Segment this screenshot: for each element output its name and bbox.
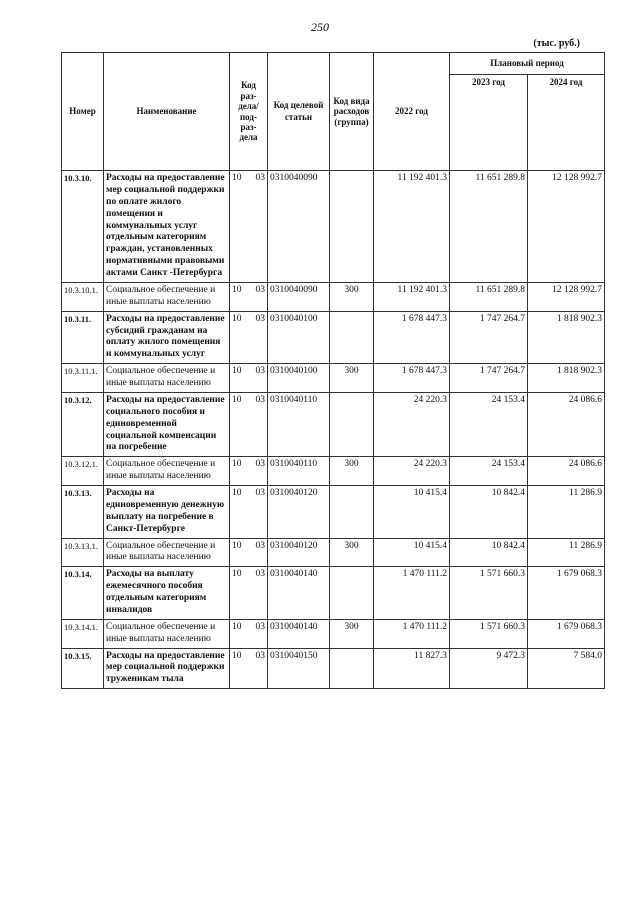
row-expense-type-cell bbox=[330, 567, 374, 620]
subsection-code: 03 bbox=[255, 569, 265, 580]
row-2024-cell: 11 286.9 bbox=[528, 538, 605, 567]
row-2022-cell: 1 470 111.2 bbox=[374, 567, 450, 620]
row-name-cell: Социальное обеспечение и иные выплаты населению bbox=[104, 364, 230, 393]
header-target-code: Код целевой статьи bbox=[268, 53, 330, 171]
subsection-code: 03 bbox=[255, 173, 265, 183]
units-label: (тыс. руб.) bbox=[533, 38, 580, 49]
row-number-cell: 10.3.11.1. bbox=[62, 364, 104, 393]
row-2023-cell: 1 571 660.3 bbox=[450, 567, 528, 620]
row-2024-cell: 11 286.9 bbox=[528, 486, 605, 539]
row-number-cell: 10.3.12.1. bbox=[62, 457, 104, 486]
row-target-cell: 0310040100 bbox=[268, 364, 330, 393]
row-2023-cell: 24 153.4 bbox=[450, 392, 528, 456]
table-row bbox=[62, 486, 605, 539]
row-expense-type-cell: 300 bbox=[330, 619, 374, 648]
row-2023-cell: 11 651 289.8 bbox=[450, 171, 528, 283]
header-year-2024: 2024 год bbox=[528, 75, 605, 171]
row-2024-cell: 12 128 992.7 bbox=[528, 282, 605, 311]
row-section-cell bbox=[230, 567, 268, 620]
row-section-cell bbox=[230, 364, 268, 393]
row-2024-cell: 1 679 068.3 bbox=[528, 567, 605, 620]
row-2024-cell: 1 818 902.3 bbox=[528, 311, 605, 364]
subsection-code: 03 bbox=[255, 313, 265, 324]
table-row bbox=[62, 311, 605, 364]
row-2022-cell: 1 678 447.3 bbox=[374, 311, 450, 364]
subsection-code: 03 bbox=[255, 650, 265, 661]
page-number: 250 bbox=[311, 20, 329, 34]
subsection-code: 03 bbox=[255, 394, 265, 405]
row-2024-cell: 24 086.6 bbox=[528, 457, 605, 486]
row-2022-cell: 24 220.3 bbox=[374, 457, 450, 486]
row-number-cell: 10.3.13. bbox=[62, 486, 104, 539]
header-planning-period: Плановый период bbox=[450, 53, 605, 75]
header-number: Номер bbox=[62, 53, 104, 171]
row-section-cell bbox=[230, 619, 268, 648]
row-expense-type-cell: 300 bbox=[330, 282, 374, 311]
row-name-cell: Расходы на выплату ежемесячного пособия отдельным категориям инвалидов bbox=[104, 567, 230, 620]
table-row bbox=[62, 364, 605, 393]
section-code: 10 bbox=[232, 394, 242, 405]
row-2022-cell: 11 192 401.3 bbox=[374, 282, 450, 311]
row-target-cell: 0310040120 bbox=[268, 538, 330, 567]
row-name-cell: Расходы на предоставление мер социальной поддержки труженикам тыла bbox=[104, 648, 230, 689]
row-2023-cell: 10 842.4 bbox=[450, 486, 528, 539]
section-code: 10 bbox=[232, 488, 242, 498]
section-code: 10 bbox=[232, 313, 242, 324]
header-name: Наименование bbox=[104, 53, 230, 171]
row-number-cell: 10.3.15. bbox=[62, 648, 104, 689]
row-2023-cell: 11 651 289.8 bbox=[450, 282, 528, 311]
row-target-cell: 0310040110 bbox=[268, 392, 330, 456]
row-expense-type-cell bbox=[330, 648, 374, 689]
row-section-cell bbox=[230, 486, 268, 539]
table-row bbox=[62, 538, 605, 567]
row-name-cell: Социальное обеспечение и иные выплаты населению bbox=[104, 538, 230, 567]
row-2023-cell: 9 472.3 bbox=[450, 648, 528, 689]
section-code: 10 bbox=[232, 621, 242, 632]
row-2023-cell: 1 747 264.7 bbox=[450, 364, 528, 393]
row-target-cell: 0310040150 bbox=[268, 648, 330, 689]
row-number-cell: 10.3.12. bbox=[62, 392, 104, 456]
row-2022-cell: 10 415.4 bbox=[374, 486, 450, 539]
row-2024-cell: 1 818 902.3 bbox=[528, 364, 605, 393]
subsection-code: 03 bbox=[255, 366, 265, 377]
subsection-code: 03 bbox=[255, 540, 265, 551]
section-code: 10 bbox=[232, 366, 242, 377]
header-expense-type-code: Код вида расходов (группа) bbox=[330, 53, 374, 171]
row-target-cell: 0310040120 bbox=[268, 486, 330, 539]
subsection-code: 03 bbox=[255, 459, 265, 470]
row-target-cell: 0310040110 bbox=[268, 457, 330, 486]
row-2024-cell: 24 086.6 bbox=[528, 392, 605, 456]
row-target-cell: 0310040090 bbox=[268, 282, 330, 311]
section-code: 10 bbox=[232, 540, 242, 551]
row-name-cell: Расходы на предоставление субсидий гражданам на оплату жилого помещения и коммунальных услуг bbox=[104, 311, 230, 364]
row-target-cell: 0310040140 bbox=[268, 619, 330, 648]
row-2024-cell: 7 584.0 bbox=[528, 648, 605, 689]
row-section-cell bbox=[230, 171, 268, 283]
row-expense-type-cell bbox=[330, 171, 374, 283]
header-year-2022: 2022 год bbox=[374, 53, 450, 171]
table-row bbox=[62, 648, 605, 689]
table-row bbox=[62, 171, 605, 283]
row-2022-cell: 1 678 447.3 bbox=[374, 364, 450, 393]
row-number-cell: 10.3.10. bbox=[62, 171, 104, 283]
row-section-cell bbox=[230, 392, 268, 456]
row-expense-type-cell bbox=[330, 311, 374, 364]
section-code: 10 bbox=[232, 650, 242, 661]
row-expense-type-cell: 300 bbox=[330, 457, 374, 486]
row-2024-cell: 12 128 992.7 bbox=[528, 171, 605, 283]
subsection-code: 03 bbox=[255, 488, 265, 498]
row-target-cell: 0310040090 bbox=[268, 171, 330, 283]
section-code: 10 bbox=[232, 173, 242, 183]
header-year-2023: 2023 год bbox=[450, 75, 528, 171]
row-2024-cell: 1 679 068.3 bbox=[528, 619, 605, 648]
subsection-code: 03 bbox=[255, 284, 265, 295]
section-code: 10 bbox=[232, 569, 242, 580]
row-section-cell bbox=[230, 311, 268, 364]
row-2023-cell: 1 571 660.3 bbox=[450, 619, 528, 648]
table-row bbox=[62, 457, 605, 486]
row-expense-type-cell bbox=[330, 392, 374, 456]
row-name-cell: Социальное обеспечение и иные выплаты населению bbox=[104, 457, 230, 486]
row-name-cell: Социальное обеспечение и иные выплаты населению bbox=[104, 282, 230, 311]
row-2023-cell: 1 747 264.7 bbox=[450, 311, 528, 364]
row-2022-cell: 24 220.3 bbox=[374, 392, 450, 456]
row-section-cell bbox=[230, 648, 268, 689]
table-body bbox=[62, 171, 605, 689]
row-expense-type-cell: 300 bbox=[330, 538, 374, 567]
row-number-cell: 10.3.13.1. bbox=[62, 538, 104, 567]
row-number-cell: 10.3.11. bbox=[62, 311, 104, 364]
row-target-cell: 0310040140 bbox=[268, 567, 330, 620]
row-section-cell bbox=[230, 538, 268, 567]
row-number-cell: 10.3.14. bbox=[62, 567, 104, 620]
table-row bbox=[62, 567, 605, 620]
budget-table bbox=[61, 52, 605, 689]
row-section-cell bbox=[230, 457, 268, 486]
row-2023-cell: 10 842.4 bbox=[450, 538, 528, 567]
row-2022-cell: 1 470 111.2 bbox=[374, 619, 450, 648]
table-row bbox=[62, 619, 605, 648]
subsection-code: 03 bbox=[255, 621, 265, 632]
row-section-cell bbox=[230, 282, 268, 311]
row-2022-cell: 11 192 401.3 bbox=[374, 171, 450, 283]
row-name-cell: Расходы на предоставление социального пособия и единовременной социальной компенсации на погребение bbox=[104, 392, 230, 456]
row-expense-type-cell: 300 bbox=[330, 364, 374, 393]
row-2022-cell: 10 415.4 bbox=[374, 538, 450, 567]
table-row bbox=[62, 282, 605, 311]
row-name-cell: Расходы на единовременную денежную выплату на погребение в Санкт-Петербурге bbox=[104, 486, 230, 539]
row-2023-cell: 24 153.4 bbox=[450, 457, 528, 486]
table-row bbox=[62, 392, 605, 456]
row-target-cell: 0310040100 bbox=[268, 311, 330, 364]
row-number-cell: 10.3.10.1. bbox=[62, 282, 104, 311]
row-name-cell: Расходы на предоставление мер социальной поддержки по оплате жилого помещения и коммунальных услуг отдельным категориям граждан, установленных нормативными правовыми актами Санкт -Петербурга bbox=[104, 171, 230, 283]
row-expense-type-cell bbox=[330, 486, 374, 539]
row-2022-cell: 11 827.3 bbox=[374, 648, 450, 689]
row-name-cell: Социальное обеспечение и иные выплаты населению bbox=[104, 619, 230, 648]
section-code: 10 bbox=[232, 459, 242, 470]
header-section-code: Код раз-дела/ под-раз-дела bbox=[230, 53, 268, 171]
row-number-cell: 10.3.14.1. bbox=[62, 619, 104, 648]
section-code: 10 bbox=[232, 284, 242, 295]
